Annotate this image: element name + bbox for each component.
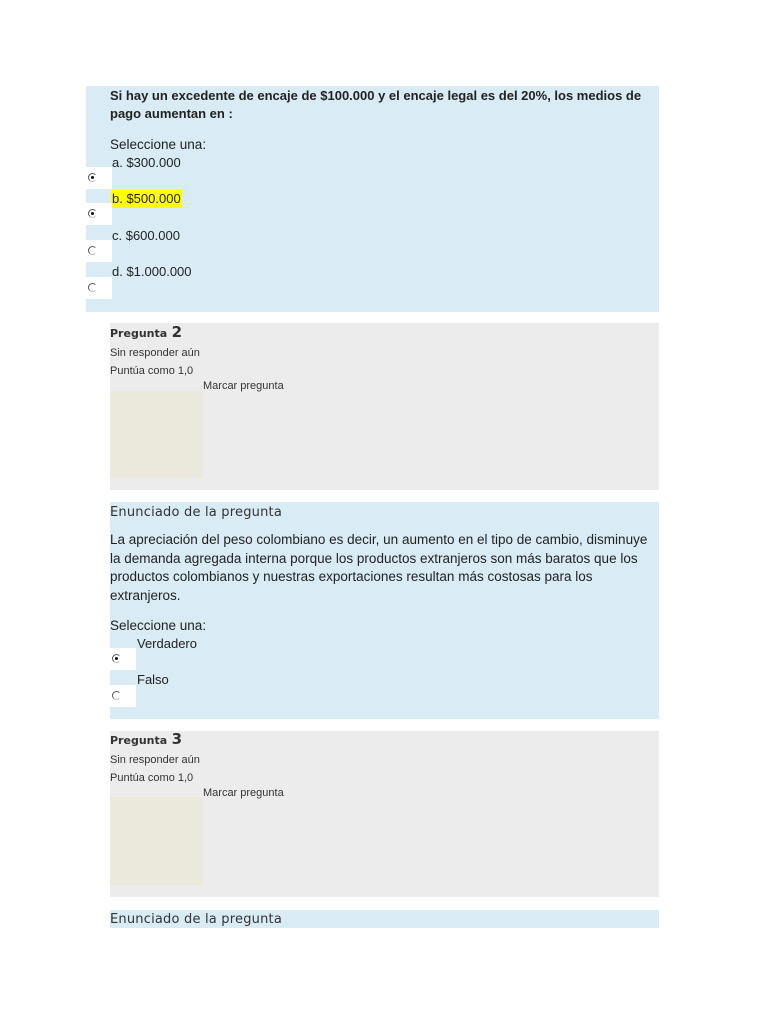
question-title-word: Pregunta <box>110 734 168 747</box>
question-3-heading: Enunciado de la pregunta <box>110 912 282 927</box>
option-b-label[interactable]: b. $500.000 <box>112 191 181 206</box>
option-a-label[interactable]: a. $300.000 <box>112 155 181 170</box>
option-true-radio-cell[interactable] <box>110 648 136 670</box>
question-3-flag-image[interactable] <box>110 797 203 885</box>
option-c-radio[interactable] <box>88 246 97 255</box>
option-c-radio-cell[interactable] <box>86 240 112 262</box>
question-2-flag-link[interactable]: Marcar pregunta <box>203 380 284 392</box>
option-d-radio-cell[interactable] <box>86 277 112 299</box>
select-prompt: Seleccione una: <box>110 137 207 152</box>
option-false-radio[interactable] <box>112 691 121 700</box>
question-2-score: Puntúa como 1,0 <box>110 365 194 377</box>
option-false-label[interactable]: Falso <box>137 672 169 687</box>
question-2-heading: Enunciado de la pregunta <box>110 505 282 520</box>
question-2-text: La apreciación del peso colombiano es decir, un aumento en el tipo de cambio, disminuye la demanda agregada interna porque los productos extranjeros son más baratos que los productos colombianos y nuestras exportaciones resultan más costosas para los extranjeros. <box>110 532 648 603</box>
question-3-score: Puntúa como 1,0 <box>110 772 194 784</box>
question-title-word: Pregunta <box>110 327 168 340</box>
question-number: 3 <box>171 730 183 748</box>
question-number: 2 <box>171 323 183 341</box>
option-b-radio[interactable] <box>88 209 97 218</box>
option-false-radio-cell[interactable] <box>110 685 136 707</box>
question-3-status: Sin responder aún <box>110 754 200 766</box>
option-d-label[interactable]: d. $1.000.000 <box>112 264 192 279</box>
question-3-title <box>110 730 182 749</box>
question-3-flag-link[interactable]: Marcar pregunta <box>203 787 284 799</box>
question-1-text: Si hay un excedente de encaje de $100.000 y el encaje legal es del 20%, los medios de pago aumentan en : <box>110 88 642 121</box>
select-prompt: Seleccione una: <box>110 618 207 633</box>
option-b-radio-cell[interactable] <box>86 203 112 225</box>
option-a-radio-cell[interactable] <box>86 167 112 189</box>
question-2-flag-image[interactable] <box>110 391 203 478</box>
option-d-radio[interactable] <box>88 283 97 292</box>
option-true-radio[interactable] <box>112 654 121 663</box>
option-a-radio[interactable] <box>88 173 97 182</box>
question-2-title <box>110 323 182 342</box>
option-c-label[interactable]: c. $600.000 <box>112 228 180 243</box>
question-2-status: Sin responder aún <box>110 347 200 359</box>
option-true-label[interactable]: Verdadero <box>137 636 197 651</box>
